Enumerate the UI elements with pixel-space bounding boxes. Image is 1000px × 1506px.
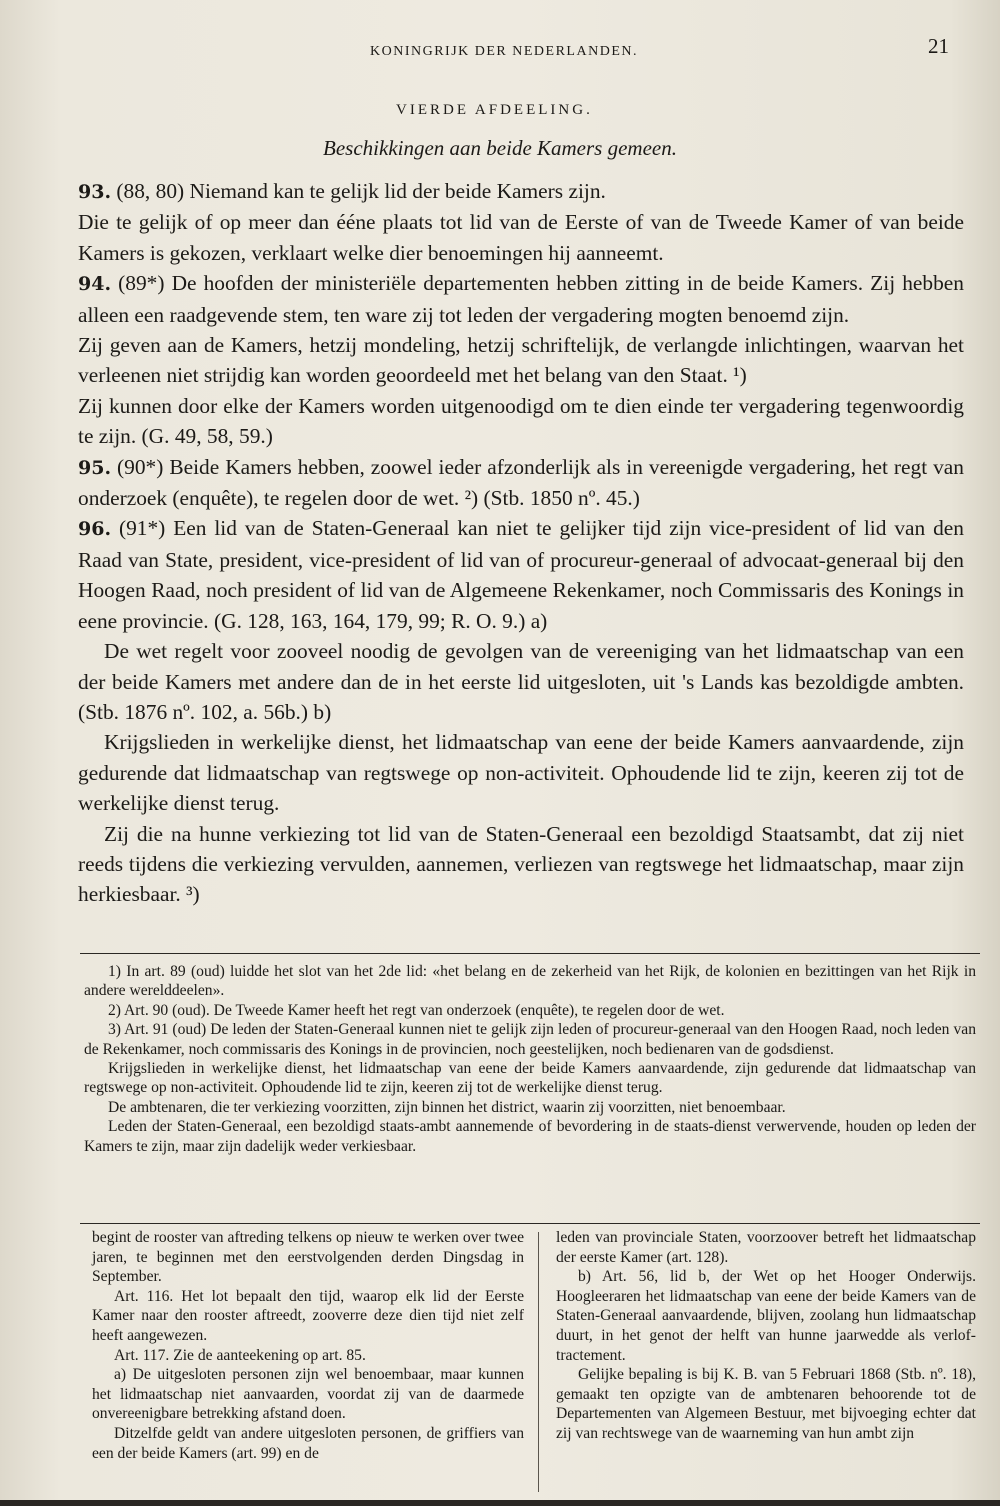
article-number: 95.	[78, 456, 112, 479]
article-text: De wet regelt voor zooveel noodig de gevolgen van de vereeniging van het lidmaatschap van een der beide Kamers met andere dan de in het eerste lid uitgesloten, uit 's Lands kas bezoldigde ambten. (Stb. 1876 nº. 102, a. 56b.) b)	[78, 639, 964, 724]
footnote-3: 3) Art. 91 (oud) De leden der Staten-Generaal kunnen niet te gelijk zijn leden of procureur-generaal van den Hoogen Raad, noch leden van de Rekenkamer, noch commissaris des Konings in de provincien, noch geestelijken, noch bedienaren van de godsdienst.	[84, 1021, 976, 1058]
article-94-paragraph-2	[78, 330, 964, 391]
note-left-5: Ditzelfde geldt van andere uitgesloten personen, de griffiers van een der beide Kamers (art. 99) en de	[92, 1424, 524, 1462]
notes-divider	[80, 1223, 980, 1224]
column-divider	[538, 1232, 539, 1492]
article-text: (88, 80) Niemand kan te gelijk lid der beide Kamers zijn.	[116, 179, 606, 203]
article-text: (90*) Beide Kamers hebben, zoowel ieder afzonderlijk als in vereenigde vergadering, het regt van onderzoek (enquête), te regelen door de wet. ²) (Stb. 1850 nº. 45.)	[78, 454, 964, 511]
footnote-3-continued-3: Leden der Staten-Generaal, een bezoldigd staats-ambt aannemende of bevordering in de staats-dienst verwervende, houden op leden der Kamers te zijn, maar zijn dadelijk weder verkiesbaar.	[84, 1118, 976, 1155]
note-left-2: Art. 116. Het lot bepaalt den tijd, waarop elk lid der Eerste Kamer naar den rooster aftreedt, zooverre deze dien tijd niet zelf heeft aangewezen.	[92, 1287, 524, 1344]
article-96-paragraph-4	[78, 819, 964, 910]
footnote-2: 2) Art. 90 (oud). De Tweede Kamer heeft het regt van onderzoek (enquête), te regelen door de wet.	[108, 1001, 725, 1019]
article-text: Die te gelijk of op meer dan ééne plaats tot lid van de Eerste of van de Tweede Kamer of van beide Kamers is gekozen, verklaart welke dier benoemingen hij aanneemt.	[78, 210, 964, 265]
article-text: Zij kunnen door elke der Kamers worden uitgenoodigd om te dien einde ter vergadering tegenwoordig te zijn. (G. 49, 58, 59.)	[78, 393, 964, 449]
section-subtitle: Beschikkingen aan beide Kamers gemeen.	[323, 136, 677, 160]
notes-left-column	[92, 1228, 524, 1463]
article-number: 93.	[78, 181, 112, 203]
article-text: Zij die na hunne verkiezing tot lid van de Staten-Generaal een bezoldigd Staatsambt, dat zij niet reeds tijdens die verkiezing vervulden, aannemen, verliezen van regtswege het lidmaatschap, maar zijn herkiesbaar. ³)	[78, 821, 964, 907]
article-text: (91*) Een lid van de Staten-Generaal kan niet te gelijker tijd zijn vice-president of lid van den Raad van State, president, vice-president of lid van of procureur-generaal of advocaat-generaal bij den Hoogen Raad, noch president of lid van de Algemeene Rekenkamer, noch Commissaris des Konings in eene provincie. (G. 128, 163, 164, 179, 99; R. O. 9.) a)	[78, 516, 964, 633]
article-95-paragraph-1	[78, 452, 964, 514]
page-bottom-edge	[0, 1500, 1000, 1506]
article-number: 94.	[78, 273, 112, 296]
note-left-3: Art. 117. Zie de aanteekening op art. 85.	[114, 1346, 366, 1364]
footnote-3-continued-2: De ambtenaren, die ter verkiezing voorzitten, zijn binnen het district, waarin zij voorzitten, niet benoembaar.	[108, 1098, 786, 1116]
note-right-3: Gelijke bepaling is bij K. B. van 5 Februari 1868 (Stb. nº. 18), gemaakt ten opzigte van de ambtenaren behoorende tot de Departementen van Algemeen Bestuur, met bijvoeging echter dat zij van rechtswege van de waarneming van hun ambt zijn	[556, 1366, 976, 1442]
article-94-paragraph-1	[78, 268, 964, 330]
footnote-3-continued-1: Krijgslieden in werkelijke dienst, het lidmaatschap van eene der beide Kamers aanvaardende, zijn gedurende dat lidmaatschap van regtswege op non-activiteit. Ophoudende lid te zijn, keeren zij tot de werkelijke dienst terug.	[84, 1060, 976, 1097]
note-right-2: b) Art. 56, lid b, der Wet op het Hooger Onderwijs. Hoogleeraren het lidmaatschap van eene der beide Kamers van de Staten-Generaal aanvaardende, blijven, zoolang hun lidmaatschap duurt, in het genot der helft van hunne jaarwedde als verlof-tractement.	[556, 1268, 976, 1364]
note-right-1: leden van provinciale Staten, voorzoover betreft het lidmaatschap der eerste Kamer (art. 128).	[556, 1229, 976, 1266]
footnotes	[84, 962, 976, 1156]
article-96-paragraph-2	[78, 636, 964, 727]
article-93-paragraph-1	[78, 176, 964, 207]
article-93-paragraph-2	[78, 207, 964, 268]
page-number: 21	[928, 34, 949, 58]
article-text: Zij geven aan de Kamers, hetzij mondeling, hetzij schriftelijk, de verlangde inlichtingen, waarvan het verleenen niet strijdig kan worden geoordeeld met het belang van den Staat. ¹)	[78, 333, 964, 388]
article-text: Krijgslieden in werkelijke dienst, het lidmaatschap van eene der beide Kamers aanvaardende, zijn gedurende dat lidmaatschap van regtswege op non-activiteit. Ophoudende lid te zijn, keeren zij tot de werkelijke dienst terug.	[78, 730, 964, 816]
note-left-4: a) De uitgesloten personen zijn wel benoembaar, maar kunnen het lidmaatschap niet aanvaarden, voordat zij van de daarmede onvereenigbare betrekking afstand doen.	[92, 1366, 524, 1423]
main-text	[78, 176, 964, 910]
running-head: KONINGRIJK DER NEDERLANDEN.	[370, 44, 638, 59]
notes-right-column	[556, 1228, 976, 1444]
article-96-paragraph-1	[78, 513, 964, 636]
article-96-paragraph-3	[78, 727, 964, 818]
article-94-paragraph-3	[78, 391, 964, 452]
footnote-divider	[80, 953, 980, 954]
note-left-1: begint de rooster van aftreding telkens op nieuw te werken over twee jaren, te beginnen met den eerstvolgenden derden Dingsdag in September.	[92, 1229, 524, 1286]
article-number: 96.	[78, 518, 112, 541]
article-text: (89*) De hoofden der ministeriële departementen hebben zitting in de beide Kamers. Zij hebben alleen een raadgevende stem, ten ware zij tot leden der vergadering mogten benoemd zijn.	[78, 271, 964, 327]
section-title: VIERDE AFDEELING.	[396, 102, 593, 118]
footnote-1: 1) In art. 89 (oud) luidde het slot van het 2de lid: «het belang en de zekerheid van het Rijk, de kolonien en bezittingen van het Rijk in andere werelddeelen».	[84, 963, 976, 1000]
